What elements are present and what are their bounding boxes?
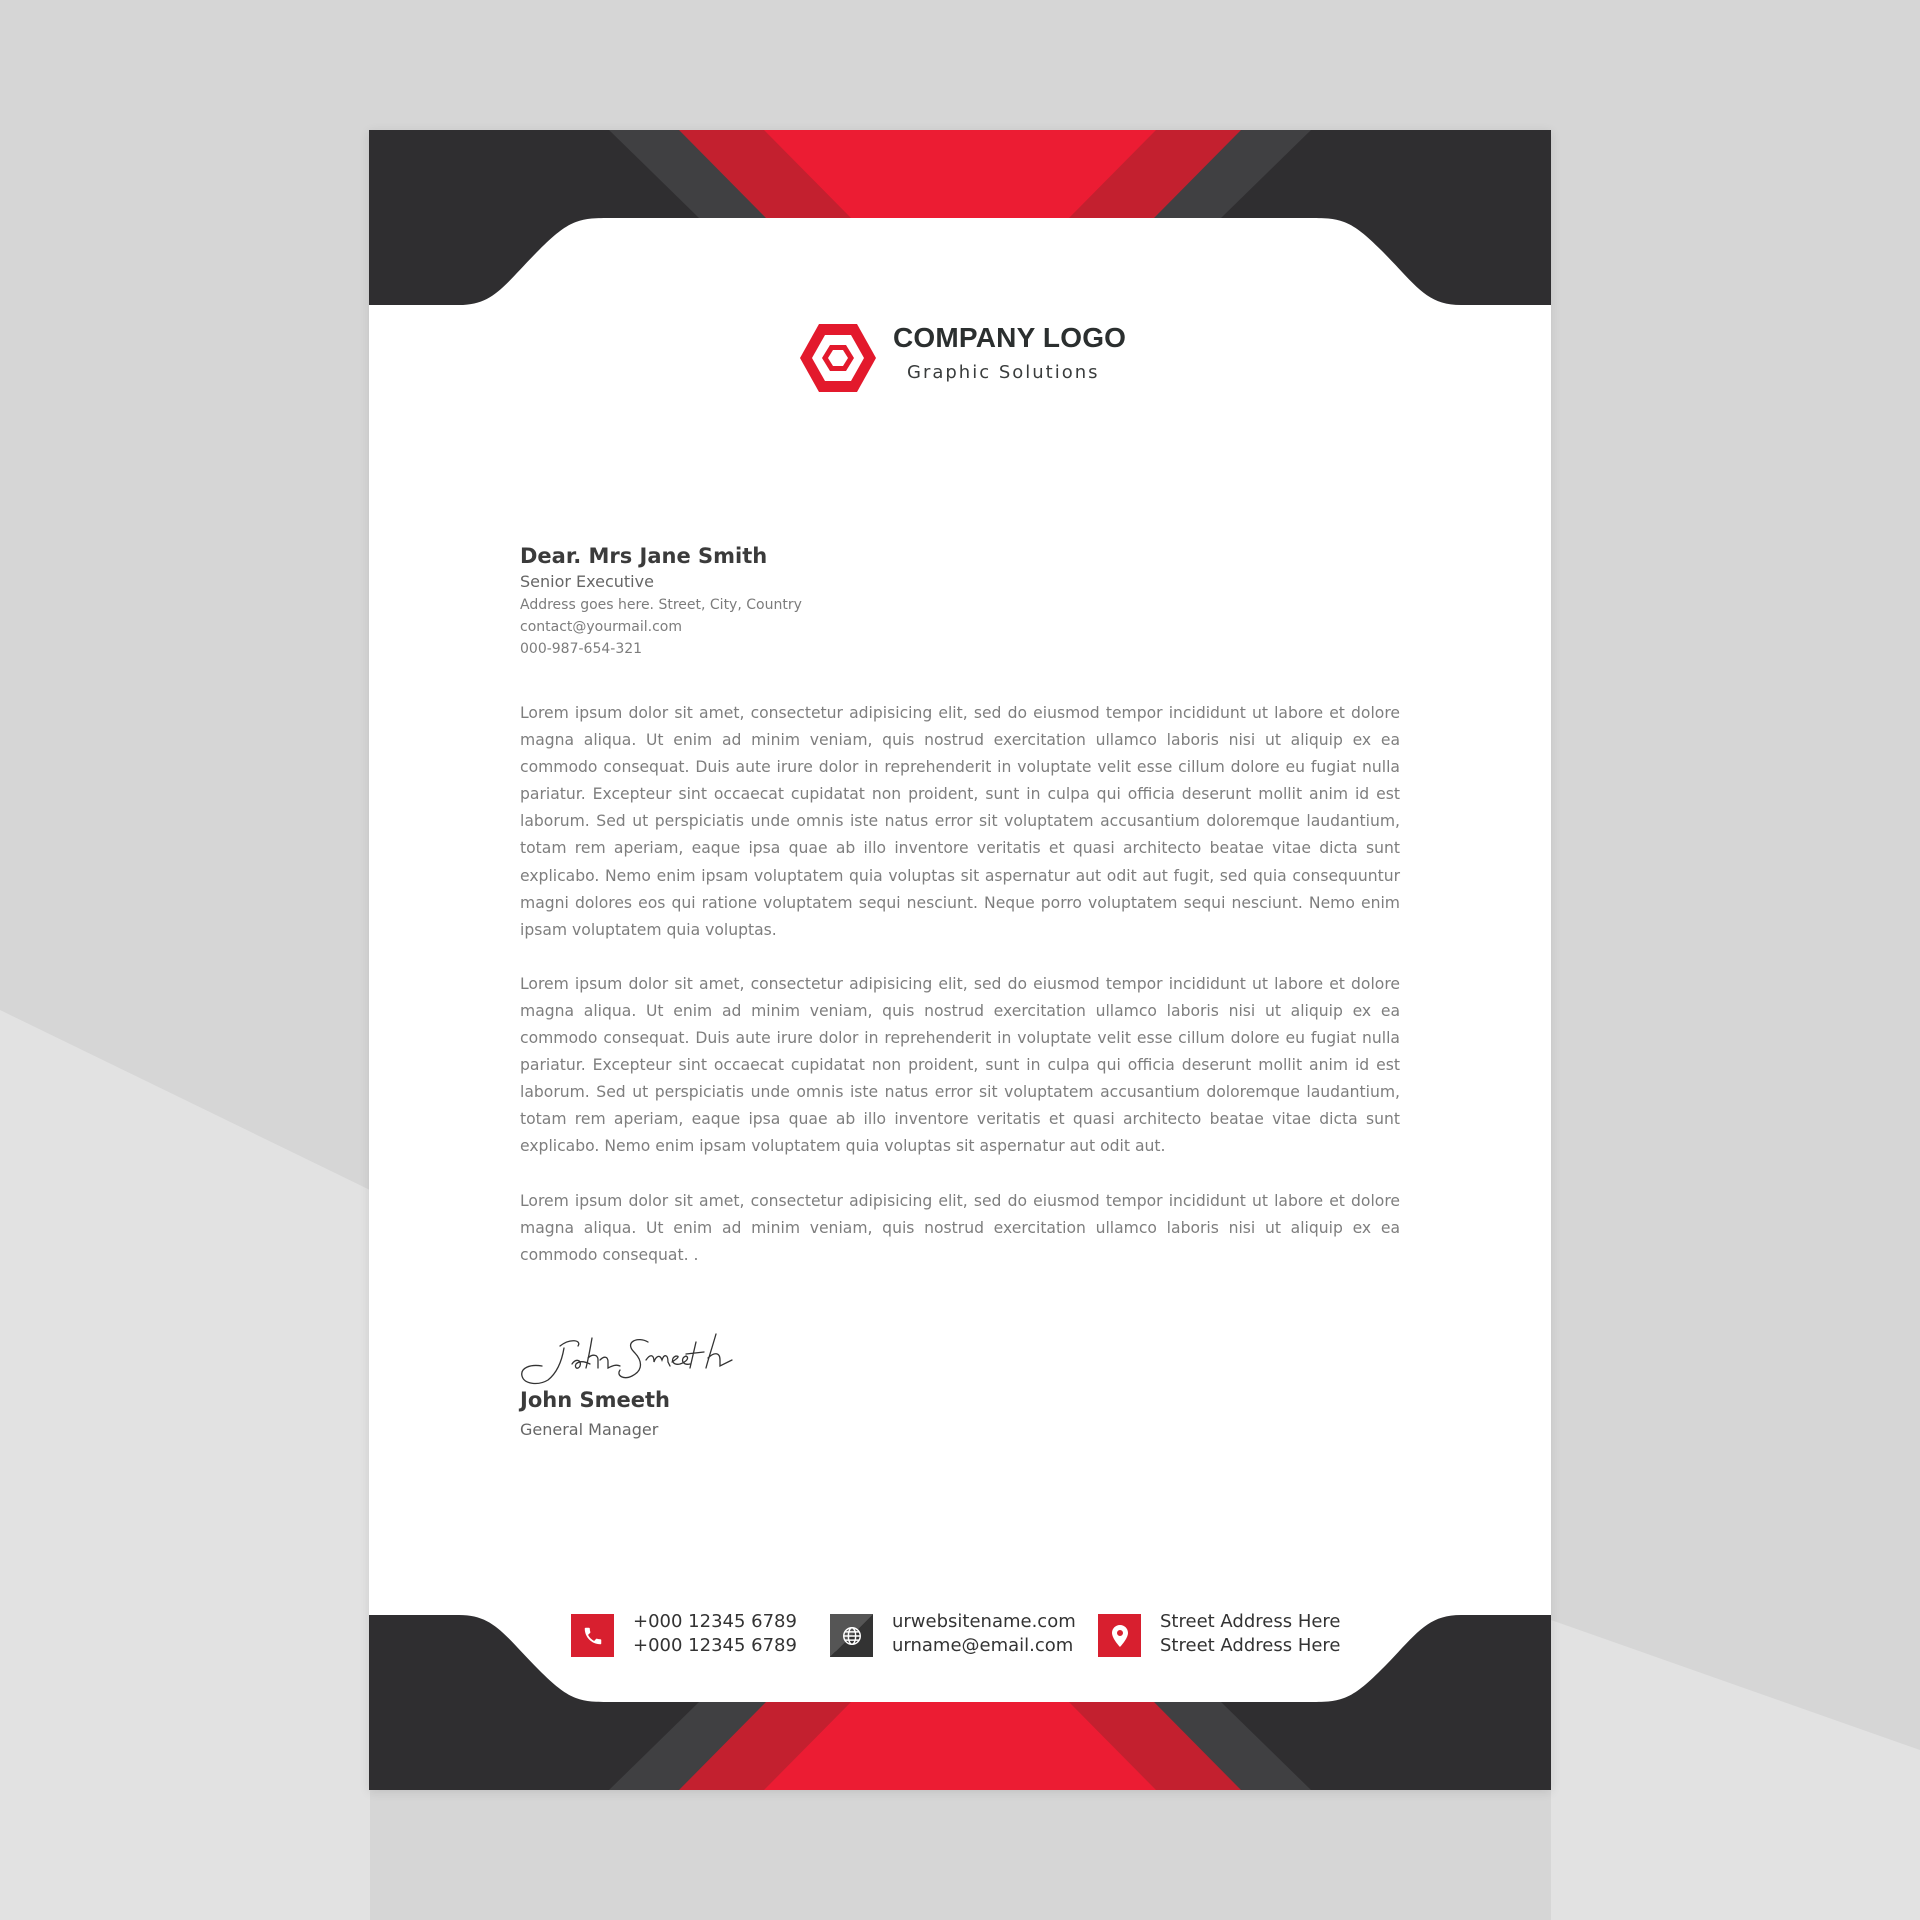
signer-title: General Manager: [520, 1420, 659, 1439]
header-decoration: [369, 130, 1551, 305]
company-logo: [799, 322, 1159, 402]
location-pin-icon: [1098, 1614, 1141, 1657]
contact-address-line1: Street Address Here: [1160, 1611, 1341, 1632]
contact-website: urwebsitename.com: [892, 1611, 1076, 1632]
contact-phone-line2: +000 12345 6789: [633, 1635, 797, 1656]
contact-phone-line1: +000 12345 6789: [633, 1611, 797, 1632]
recipient-phone: 000-987-654-321: [520, 641, 643, 657]
letter-body: [520, 700, 1400, 1296]
contact-address-line2: Street Address Here: [1160, 1635, 1341, 1656]
recipient-email: contact@yourmail.com: [520, 619, 682, 635]
recipient-title: Senior Executive: [520, 572, 654, 591]
letterhead-page: [369, 130, 1551, 1790]
recipient-name: Dear. Mrs Jane Smith: [520, 544, 768, 568]
logo-subtitle: Graphic Solutions: [907, 362, 1100, 383]
body-paragraph: Lorem ipsum dolor sit amet, consectetur adipisicing elit, sed do eiusmod tempor incididunt ut labore et dolore magna aliqua. Ut enim ad minim veniam, quis nostrud exercitation ullamco laboris nisi ut aliquip ex ea commodo consequat. Duis aute irure dolor in reprehenderit in voluptate velit esse cillum dolore eu fugiat nulla pariatur. Excepteur sint occaecat cupidatat non proident, sunt in culpa qui officia deserunt mollit anim id est laborum. Sed ut perspiciatis unde omnis iste natus error sit voluptatem accusantium doloremque laudantium, totam rem aperiam, eaque ipsa quae ab illo inventore veritatis et quasi architecto beatae vitae dicta sunt explicabo. Nemo enim ipsam voluptatem quia voluptas sit aspernatur aut odit aut fugit, sed quia consequuntur magni dolores eos qui ratione voluptatem sequi nesciunt. Neque porro voluptatem sequi nesciunt. Nemo enim ipsam voluptatem quia voluptas.: [520, 704, 1400, 939]
recipient-block: [520, 544, 1220, 663]
globe-icon: [830, 1614, 873, 1657]
contact-email: urname@email.com: [892, 1635, 1074, 1656]
phone-icon: [571, 1614, 614, 1657]
body-paragraph: Lorem ipsum dolor sit amet, consectetur adipisicing elit, sed do eiusmod tempor incididunt ut labore et dolore magna aliqua. Ut enim ad minim veniam, quis nostrud exercitation ullamco laboris nisi ut aliquip ex ea commodo consequat. .: [520, 1191, 1400, 1264]
body-paragraph: Lorem ipsum dolor sit amet, consectetur adipisicing elit, sed do eiusmod tempor incididunt ut labore et dolore magna aliqua. Ut enim ad minim veniam, quis nostrud exercitation ullamco laboris nisi ut aliquip ex ea commodo consequat. Duis aute irure dolor in reprehenderit in voluptate velit esse cillum dolore eu fugiat nulla pariatur. Excepteur sint occaecat cupidatat non proident, sunt in culpa qui officia deserunt mollit anim id est laborum. Sed ut perspiciatis unde omnis iste natus error sit voluptatem accusantium doloremque laudantium, totam rem aperiam, eaque ipsa quae ab illo inventore veritatis et quasi architecto beatae vitae dicta sunt explicabo. Nemo enim ipsam voluptatem quia voluptas sit aspernatur aut odit aut.: [520, 974, 1400, 1156]
recipient-address: Address goes here. Street, City, Country: [520, 597, 802, 613]
signer-name: John Smeeth: [520, 1388, 670, 1412]
hexagon-logo-icon: [799, 322, 877, 394]
handwritten-signature: [520, 1330, 770, 1390]
contact-bar: [369, 1608, 1551, 1660]
logo-title: COMPANY LOGO: [893, 322, 1127, 353]
